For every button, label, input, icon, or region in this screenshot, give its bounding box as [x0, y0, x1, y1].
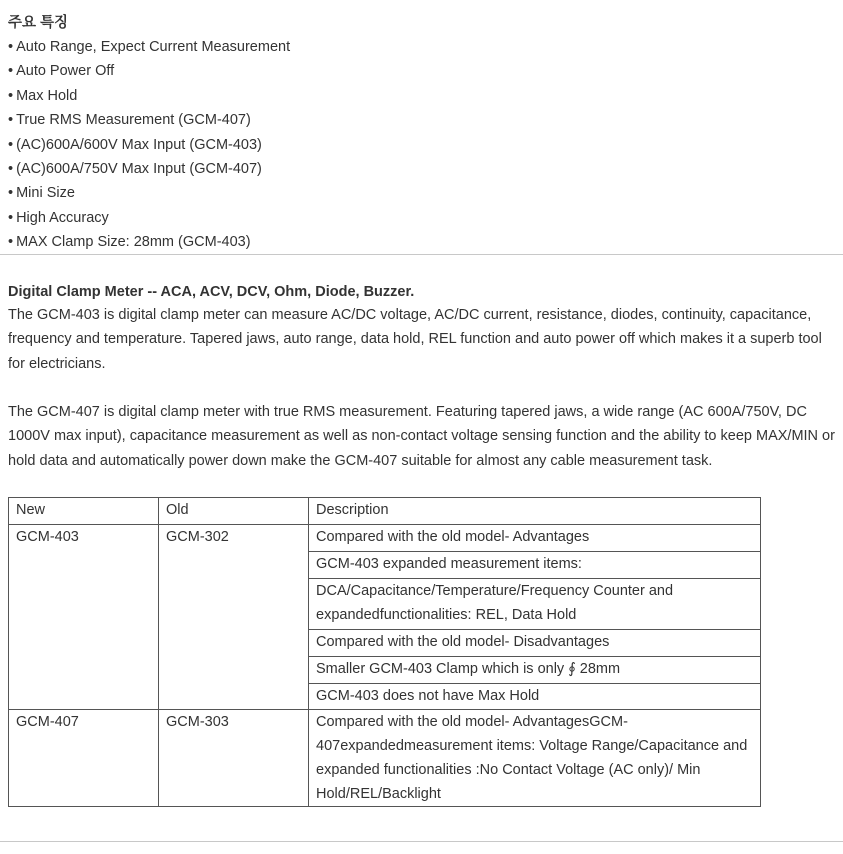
feature-text: MAX Clamp Size: 28mm (GCM-403): [16, 234, 251, 251]
features-heading: 주요 특징: [8, 15, 69, 31]
new-model-cell: GCM-407: [9, 710, 159, 807]
table-row: [9, 710, 761, 807]
description-cell: GCM-403 does not have Max Hold: [309, 684, 761, 710]
feature-text: True RMS Measurement (GCM-407): [16, 112, 251, 129]
feature-item: [8, 230, 290, 254]
bullet: •: [8, 185, 14, 202]
divider: [0, 254, 843, 255]
old-model-cell: GCM-302: [159, 525, 309, 710]
bullet: •: [8, 160, 14, 177]
new-model-cell: GCM-403: [9, 525, 159, 710]
feature-item: [8, 59, 290, 83]
feature-text: (AC)600A/600V Max Input (GCM-403): [16, 136, 262, 153]
description-cell: GCM-403 expanded measurement items:: [309, 552, 761, 579]
old-model-cell: GCM-303: [159, 710, 309, 807]
feature-text: Mini Size: [16, 185, 75, 202]
header-new: New: [9, 498, 159, 525]
bullet: •: [8, 234, 14, 251]
description-paragraph: The GCM-403 is digital clamp meter can measure AC/DC voltage, AC/DC current, resistance, diodes, continuity, capacitance, frequency and temperature. Tapered jaws, auto range, data hold, REL function and auto power off which makes it a superb tool for electricians.: [8, 307, 822, 372]
bullet: •: [8, 136, 14, 153]
description-paragraph: The GCM-407 is digital clamp meter with true RMS measurement. Featuring tapered jaws, a wide range (AC 600A/750V, DC 1000V max input), capacitance measurement as well as non-contact voltage sensing function and the ability to keep MAX/MIN or hold data and automatically power down make the GCM-407 suitable for almost any cable measurement task.: [8, 404, 835, 469]
feature-text: Max Hold: [16, 87, 78, 104]
feature-item: [8, 206, 290, 230]
bullet: •: [8, 63, 14, 80]
feature-item: [8, 157, 290, 181]
header-old: Old: [159, 498, 309, 525]
feature-text: Auto Range, Expect Current Measurement: [16, 39, 291, 55]
bullet: •: [8, 209, 14, 226]
section-title: Digital Clamp Meter -- ACA, ACV, DCV, Ohm, Diode, Buzzer.: [8, 284, 415, 300]
description-cell: Compared with the old model- Advantages: [309, 525, 761, 552]
feature-item: [8, 108, 290, 132]
bullet: •: [8, 39, 14, 55]
features-list: [8, 35, 290, 255]
feature-item: [8, 35, 290, 59]
header-description: Description: [309, 498, 761, 525]
feature-item: [8, 133, 290, 157]
feature-item: [8, 84, 290, 108]
divider: [0, 841, 843, 842]
bullet: •: [8, 87, 14, 104]
feature-text: (AC)600A/750V Max Input (GCM-407): [16, 160, 262, 177]
description-cell: Smaller GCM-403 Clamp which is only ∮ 28mm: [309, 657, 761, 684]
description-cell: DCA/Capacitance/Temperature/Frequency Counter and expandedfunctionalities: REL, Data Hold: [309, 579, 761, 630]
description-cell: Compared with the old model- Disadvantages: [309, 630, 761, 657]
table-row: [9, 525, 761, 552]
table-header-row: [9, 498, 761, 525]
bullet: •: [8, 112, 14, 129]
feature-item: [8, 181, 290, 205]
description-cell: Compared with the old model- AdvantagesGCM-407expandedmeasurement items: Voltage Range/Capacitance and expanded functionalities :No Contact Voltage (AC only)/ Min Hold/REL/Backlight: [309, 710, 761, 807]
model-comparison-table: [8, 497, 761, 807]
feature-text: Auto Power Off: [16, 63, 115, 80]
feature-text: High Accuracy: [16, 209, 109, 226]
